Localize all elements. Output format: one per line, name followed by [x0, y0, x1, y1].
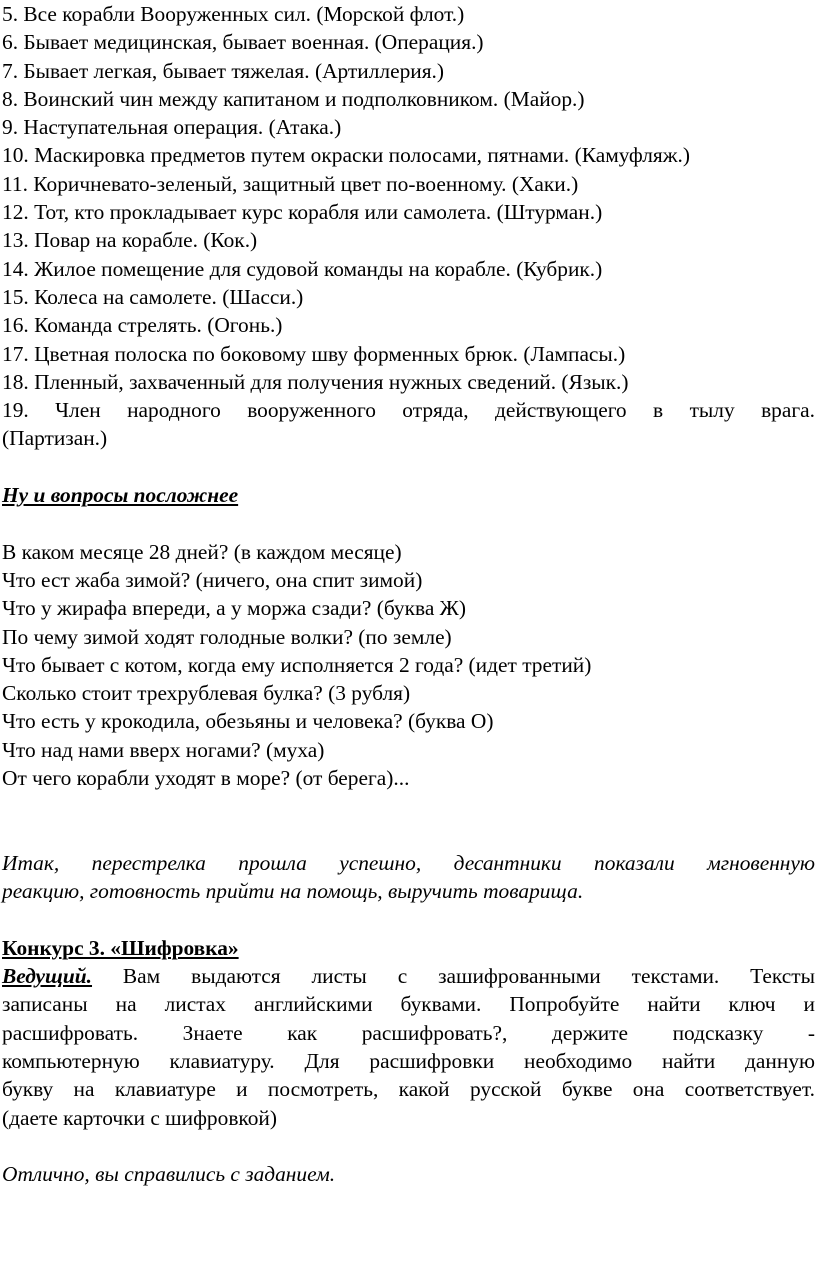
list-item: 8. Воинский чин между капитаном и подполковником. (Майор.) [2, 86, 585, 111]
question-item: Что у жирафа впереди, а у моржа сзади? (буква Ж) [2, 596, 466, 621]
list-item: 7. Бывает легкая, бывает тяжелая. (Артиллерия.) [2, 58, 445, 83]
question-item: Что есть у крокодила, обезьяны и человека? (буква О) [2, 709, 494, 734]
list-item: 9. Наступательная операция. (Атака.) [2, 115, 342, 140]
lead-label: Ведущий. [2, 964, 93, 989]
list-item: 16. Команда стрелять. (Огонь.) [2, 313, 283, 338]
contest-line: букву на клавиатуре и посмотреть, какой русской букве она соответствует. [2, 1077, 815, 1102]
contest-line: расшифровать. Знаете как расшифровать?, держите подсказку - [2, 1020, 815, 1045]
contest-heading: Конкурс 3. «Шифровка» [2, 935, 239, 960]
contest-last-line: (даете карточки с шифровкой) [2, 1105, 277, 1130]
question-item: По чему зимой ходят голодные волки? (по земле) [2, 624, 452, 649]
list-item: 12. Тот, кто прокладывает курс корабля или самолета. (Штурман.) [2, 200, 603, 225]
spacer [2, 453, 815, 481]
quiz-list [2, 0, 815, 453]
spacer [2, 509, 815, 537]
list-item: 6. Бывает медицинская, бывает военная. (Операция.) [2, 30, 484, 55]
question-item: В каком месяце 28 дней? (в каждом месяце) [2, 539, 402, 564]
question-item: Что бывает с котом, когда ему исполняется 2 года? (идет третий) [2, 652, 592, 677]
spacer [2, 906, 815, 934]
closing-text: Отлично, вы справились с заданием. [2, 1162, 336, 1187]
harder-questions-heading: Ну и вопросы посложнее [2, 483, 239, 508]
summary-line1: Итак, перестрелка прошла успешно, десантники показали мгновенную [2, 850, 815, 875]
list-item: 5. Все корабли Вооруженных сил. (Морской флот.) [2, 2, 465, 26]
harder-questions-list [2, 538, 815, 793]
summary-paragraph [2, 849, 815, 906]
question-item: Что над нами вверх ногами? (муха) [2, 737, 325, 762]
contest-line1 [2, 962, 815, 990]
list-item: 11. Коричневато-зеленый, защитный цвет по-военному. (Хаки.) [2, 171, 579, 196]
contest-line1-text: Вам выдаются листы с зашифрованными текстами. Тексты [92, 964, 815, 989]
contest-line: компьютерную клавиатуру. Для расшифровки необходимо найти данную [2, 1048, 815, 1073]
contest-line: записаны на листах английскими буквами. Попробуйте найти ключ и [2, 992, 815, 1017]
question-item: Сколько стоит трехрублевая булка? (3 рубля) [2, 681, 411, 706]
list-item-19-line1: 19. Член народного вооруженного отряда, действующего в тылу врага. [2, 398, 815, 423]
list-item-19-line2: (Партизан.) [2, 426, 108, 451]
list-item: 15. Колеса на самолете. (Шасси.) [2, 284, 304, 309]
spacer [2, 792, 815, 849]
spacer [2, 1132, 815, 1160]
summary-line2: реакцию, готовность прийти на помощь, выручить товарища. [2, 879, 584, 904]
list-item: 14. Жилое помещение для судовой команды на корабле. (Кубрик.) [2, 256, 603, 281]
question-item: Что ест жаба зимой? (ничего, она спит зимой) [2, 567, 423, 592]
list-item: 17. Цветная полоска по боковому шву форменных брюк. (Лампасы.) [2, 341, 626, 366]
list-item: 10. Маскировка предметов путем окраски полосами, пятнами. (Камуфляж.) [2, 143, 690, 168]
contest-paragraph [2, 962, 815, 1132]
question-item: От чего корабли уходят в море? (от берега)... [2, 766, 410, 791]
list-item: 13. Повар на корабле. (Кок.) [2, 228, 258, 253]
list-item: 18. Пленный, захваченный для получения нужных сведений. (Язык.) [2, 369, 629, 394]
